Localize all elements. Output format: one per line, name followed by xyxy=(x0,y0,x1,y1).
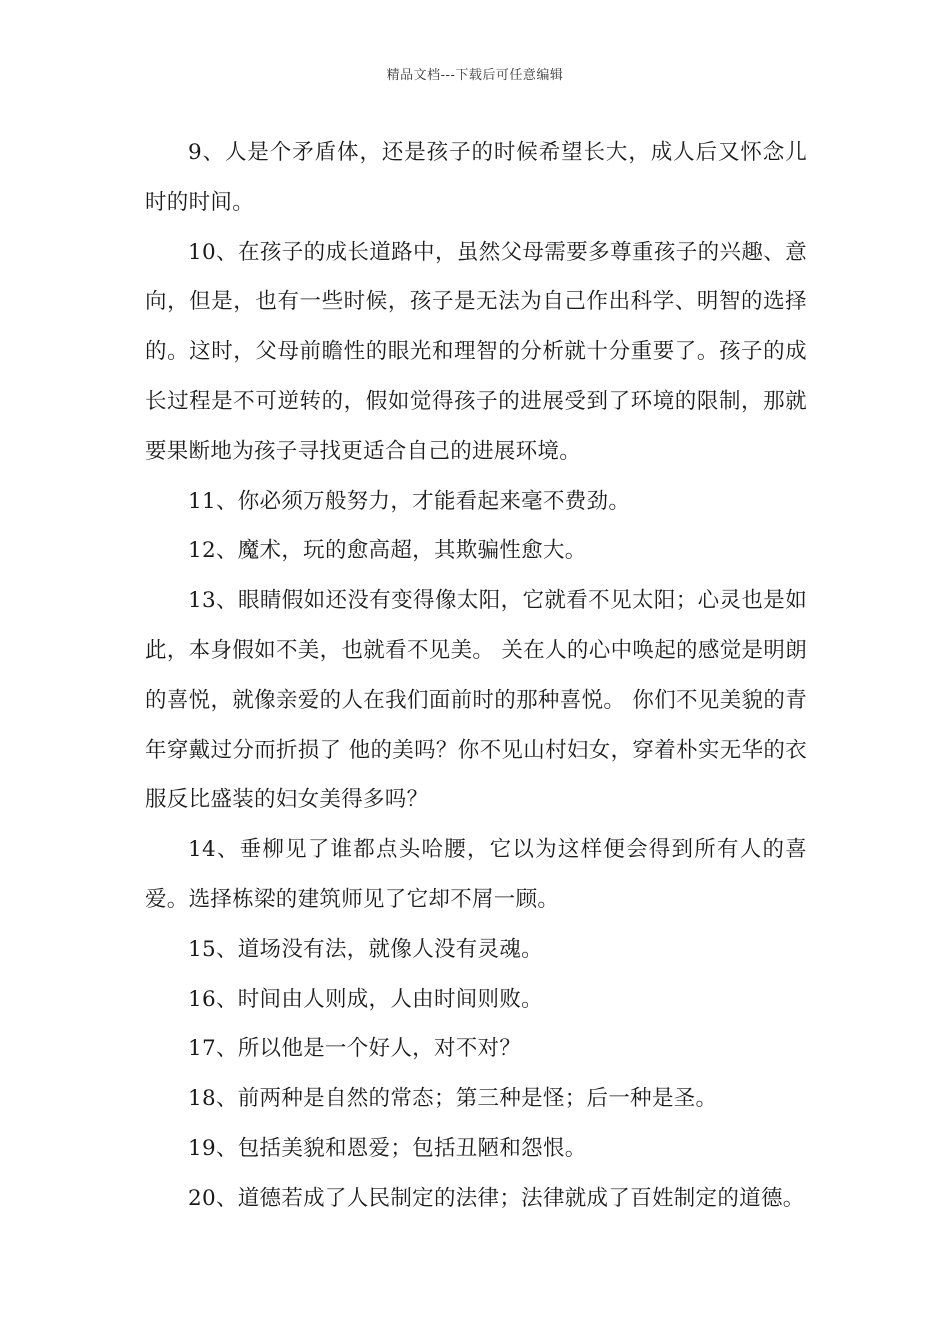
paragraph-18: 18、前两种是自然的常态；第三种是怪；后一种是圣。 xyxy=(188,1086,718,1112)
paragraph-15: 15、道场没有法，就像人没有灵魂。 xyxy=(188,936,543,962)
paragraph-10: 10、在孩子的成长道路中，虽然父母需要多尊重孩子的兴趣、意向，但是，也有一些时候，孩子是无法为自己作出科学、明智的选择的。这时，父母前瞻性的眼光和理智的分析就十分重要了。孩子的成长过程是不可逆转的，假如觉得孩子的进展受到了环境的限制，那就要果断地为孩子寻找更适合自己的进展环境。 xyxy=(145,239,807,464)
paragraph-16: 16、时间由人则成，人由时间则败。 xyxy=(188,986,543,1012)
paragraph-17: 17、所以他是一个好人，对不对？ xyxy=(188,1036,522,1062)
paragraph-9: 9、人是个矛盾体，还是孩子的时候希望长大，成人后又怀念儿时的时间。 xyxy=(145,140,807,215)
paragraph-20: 20、道德若成了人民制定的法律；法律就成了百姓制定的道德。 xyxy=(188,1185,805,1211)
paragraph-19: 19、包括美貌和恩爱；包括丑陋和怨恨。 xyxy=(188,1135,587,1161)
document-body xyxy=(145,128,807,1224)
paragraph-11: 11、你必须万般努力，才能看起来毫不费劲。 xyxy=(188,488,631,514)
paragraph-13: 13、眼睛假如还没有变得像太阳，它就看不见太阳；心灵也是如此，本身假如不美，也就看不见美。 关在人的心中唤起的感觉是明朗的喜悦，就像亲爱的人在我们面前时的那种喜悦。 你们不见美貌的青年穿戴过分而折损了 他的美吗？你不见山村妇女，穿着朴实无华的衣服反比盛装的妇女美得多吗？ xyxy=(145,588,807,813)
paragraph-14: 14、垂柳见了谁都点头哈腰，它以为这样便会得到所有人的喜爱。选择栋梁的建筑师见了它却不屑一顾。 xyxy=(145,837,807,912)
page-header: 精品文档---下载后可任意编辑 xyxy=(386,68,564,83)
paragraph-12: 12、魔术，玩的愈高超，其欺骗性愈大。 xyxy=(188,538,587,564)
